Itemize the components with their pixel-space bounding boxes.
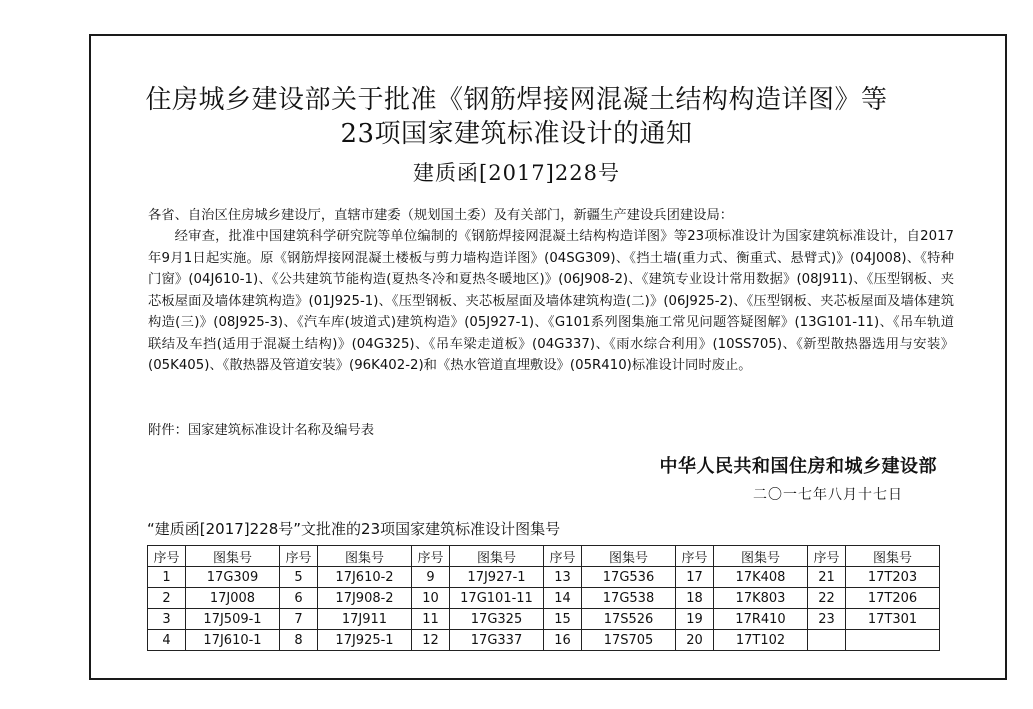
addressee-line: 各省、自治区住房城乡建设厅，直辖市建委（规划国土委）及有关部门，新疆生产建设兵团建设局： — [148, 208, 734, 223]
header-cell: 序号 — [412, 546, 450, 567]
table-cell: 4 — [148, 630, 186, 651]
table-cell: 12 — [412, 630, 450, 651]
table-cell: 17G101-11 — [450, 588, 544, 609]
table-cell: 2 — [148, 588, 186, 609]
table-cell: 17G337 — [450, 630, 544, 651]
table-cell — [846, 630, 940, 651]
table-cell: 11 — [412, 609, 450, 630]
table-cell: 10 — [412, 588, 450, 609]
table-cell: 19 — [676, 609, 714, 630]
table-cell: 17K803 — [714, 588, 808, 609]
table-cell: 17R410 — [714, 609, 808, 630]
table-cell: 17S526 — [582, 609, 676, 630]
document-title-line2: 23项国家建筑标准设计的通知 — [340, 119, 693, 149]
document-number: 建质函[2017]228号 — [413, 161, 620, 185]
body-paragraph: 经审查，批准中国建筑科学研究院等单位编制的《钢筋焊接网混凝土结构构造详图》等23项标准设计为国家建筑标准设计，自2017年9月1日起实施。原《钢筋焊接网混凝土楼板与剪力墙构造详图》(04SG309)、《挡土墙(重力式、衡重式、悬臂式)》(04J008)、《特种门窗》(04J610-1)、《公共建筑节能构造(夏热冬冷和夏热冬暖地区)》(06J908-2)、《建筑专业设计常用数据》(08J911)、《压型钢板、夹芯板屋面及墙体建筑构造》(01J925-1)、《压型钢板、夹芯板屋面及墙体建筑构造(二)》(06J925-2)、《压型钢板、夹芯板屋面及墙体建筑构造(三)》(08J925-3)、《汽车库(坡道式)建筑构造》(05J927-1)、《G101系列图集施工常见问题答疑图解》(13G101-11)、《吊车轨道联结及车挡(适用于混凝土结构)》(04G325)、《吊车梁走道板》(04G337)、《雨水综合利用》(10SS705)、《新型散热器选用与安装》(05K405)、《散热器及管道安装》(96K402-2)和《热水管道直埋敷设》(05R410)标准设计同时废止。 — [148, 229, 954, 373]
table-cell: 17G309 — [186, 567, 280, 588]
table-cell: 16 — [544, 630, 582, 651]
table-cell: 17G325 — [450, 609, 544, 630]
table-cell: 17T301 — [846, 609, 940, 630]
table-cell: 21 — [808, 567, 846, 588]
table-header-row — [148, 546, 940, 567]
table-cell: 17J927-1 — [450, 567, 544, 588]
header-cell: 序号 — [808, 546, 846, 567]
signature-organization: 中华人民共和国住房和城乡建设部 — [659, 456, 937, 477]
table-cell: 20 — [676, 630, 714, 651]
table-cell: 5 — [280, 567, 318, 588]
signature-date: 二〇一七年八月十七日 — [753, 487, 903, 503]
table-cell: 17J509-1 — [186, 609, 280, 630]
table-cell: 23 — [808, 609, 846, 630]
table-cell: 18 — [676, 588, 714, 609]
table-row — [148, 567, 940, 588]
header-cell: 图集号 — [846, 546, 940, 567]
header-cell: 图集号 — [714, 546, 808, 567]
table-cell: 17G538 — [582, 588, 676, 609]
header-cell: 图集号 — [318, 546, 412, 567]
table-cell: 17J008 — [186, 588, 280, 609]
table-cell: 14 — [544, 588, 582, 609]
atlas-number-table — [147, 545, 940, 651]
table-cell: 17T102 — [714, 630, 808, 651]
header-cell: 图集号 — [186, 546, 280, 567]
table-cell: 17J908-2 — [318, 588, 412, 609]
table-cell: 17 — [676, 567, 714, 588]
header-cell: 图集号 — [582, 546, 676, 567]
table-cell: 22 — [808, 588, 846, 609]
header-cell: 序号 — [544, 546, 582, 567]
table-cell: 17J610-2 — [318, 567, 412, 588]
attachment-line: 附件：国家建筑标准设计名称及编号表 — [148, 423, 375, 438]
table-cell: 17J610-1 — [186, 630, 280, 651]
table-row — [148, 630, 940, 651]
table-cell: 3 — [148, 609, 186, 630]
table-cell: 1 — [148, 567, 186, 588]
header-cell: 图集号 — [450, 546, 544, 567]
header-cell: 序号 — [148, 546, 186, 567]
table-caption: “建质函[2017]228号”文批准的23项国家建筑标准设计图集号 — [147, 520, 561, 538]
table-cell: 13 — [544, 567, 582, 588]
table-cell: 8 — [280, 630, 318, 651]
header-cell: 序号 — [676, 546, 714, 567]
header-cell: 序号 — [280, 546, 318, 567]
table-cell: 17T203 — [846, 567, 940, 588]
table-cell: 15 — [544, 609, 582, 630]
document-title-line1: 住房城乡建设部关于批准《钢筋焊接网混凝土结构构造详图》等 — [145, 85, 888, 115]
table-cell: 9 — [412, 567, 450, 588]
table-cell: 17J911 — [318, 609, 412, 630]
table-row — [148, 609, 940, 630]
table-cell: 17K408 — [714, 567, 808, 588]
table-row — [148, 588, 940, 609]
table-cell: 7 — [280, 609, 318, 630]
table-cell: 17G536 — [582, 567, 676, 588]
table-cell: 6 — [280, 588, 318, 609]
table-cell — [808, 630, 846, 651]
table-cell: 17S705 — [582, 630, 676, 651]
table-cell: 17T206 — [846, 588, 940, 609]
table-cell: 17J925-1 — [318, 630, 412, 651]
